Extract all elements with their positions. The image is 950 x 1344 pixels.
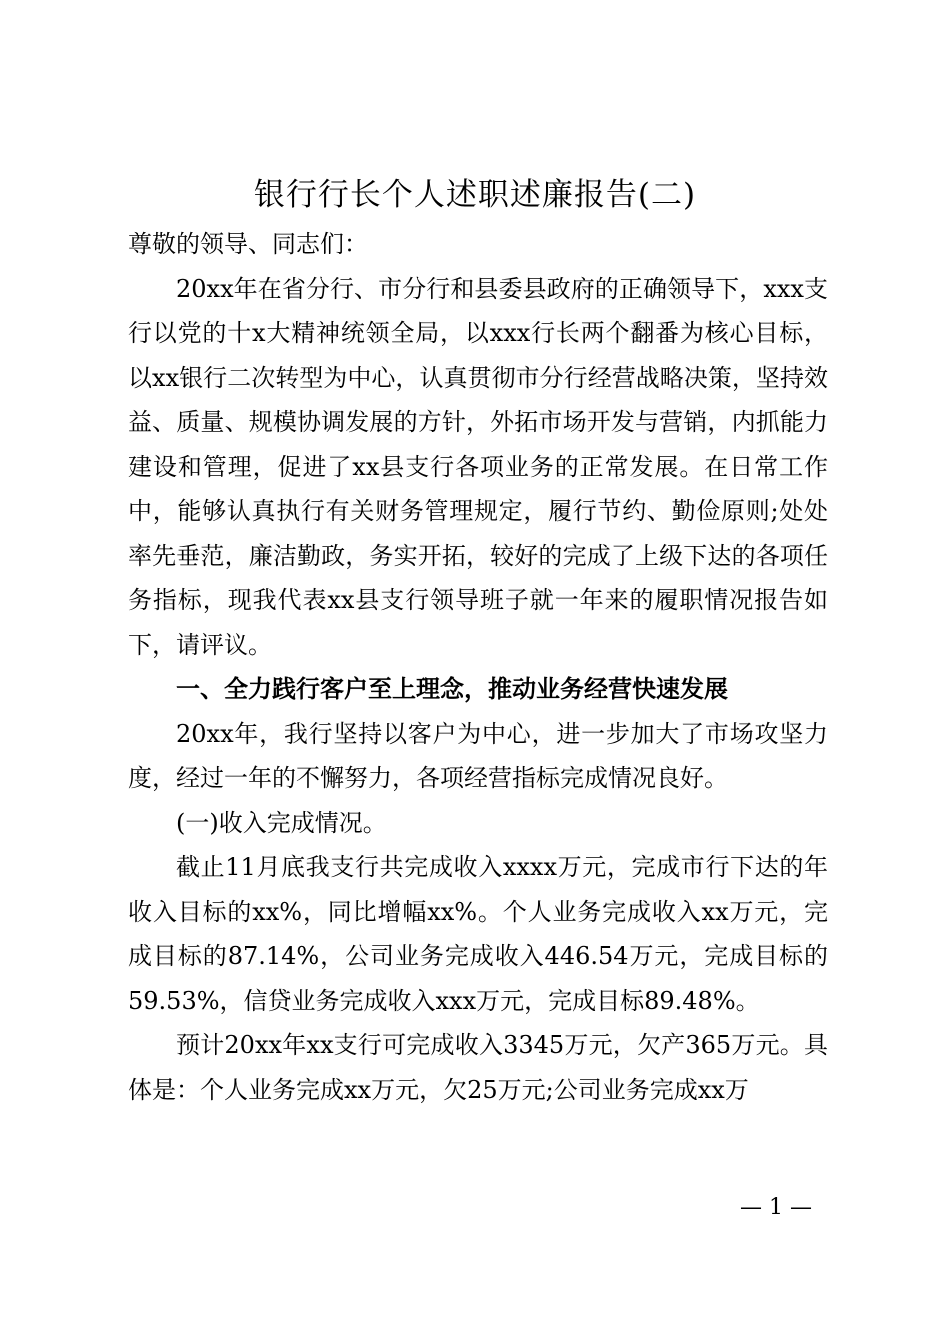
document-body	[128, 222, 828, 1112]
forecast-paragraph: 预计20xx年xx支行可完成收入3345万元，欠产365万元。具体是：个人业务完成xx万元，欠25万元;公司业务完成xx万	[128, 1031, 828, 1104]
section-1-paragraph: 20xx年，我行坚持以客户为中心，进一步加大了市场攻坚力度，经过一年的不懈努力，各项经营指标完成情况良好。	[128, 719, 828, 792]
document-title: 银行行长个人述职述廉报告(二)	[253, 177, 697, 213]
income-paragraph: 截止11月底我支行共完成收入xxxx万元，完成市行下达的年收入目标的xx%，同比增幅xx%。个人业务完成收入xx万元，完成目标的87.14%，公司业务完成收入446.54万元，完成目标的59.53%，信贷业务完成收入xxx万元，完成目标89.48%。	[128, 853, 828, 1015]
salutation: 尊敬的领导、同志们：	[128, 230, 368, 258]
subsection-heading-1: (一)收入完成情况。	[176, 808, 387, 837]
intro-paragraph: 20xx年在省分行、市分行和县委县政府的正确领导下，xxx支行以党的十x大精神统领全局，以xxx行长两个翻番为核心目标，以xx银行二次转型为中心，认真贯彻市分行经营战略决策，坚持效益、质量、规模协调发展的方针，外拓市场开发与营销，内抓能力建设和管理，促进了xx县支行各项业务的正常发展。在日常工作中，能够认真执行有关财务管理规定，履行节约、勤俭原则;处处率先垂范，廉洁勤政，务实开拓，较好的完成了上级下达的各项任务指标，现我代表xx县支行领导班子就一年来的履职情况报告如下，请评议。	[128, 274, 828, 659]
section-heading-1: 一、全力践行客户至上理念，推动业务经营快速发展	[176, 675, 728, 703]
page-number: — 1 —	[740, 1195, 812, 1220]
